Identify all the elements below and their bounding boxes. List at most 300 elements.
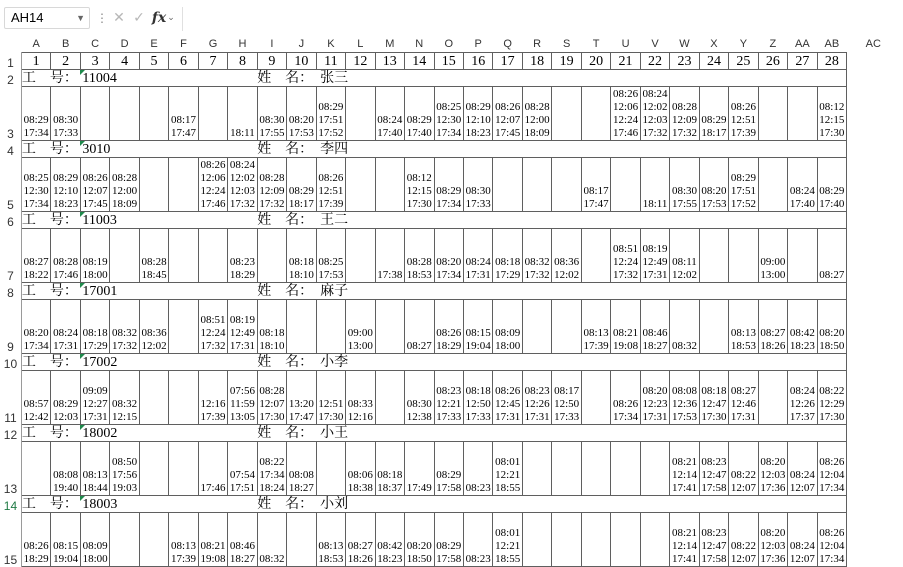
row-header[interactable]: 15 — [0, 513, 21, 567]
punch-cell[interactable] — [198, 158, 227, 212]
punch-cell[interactable] — [434, 371, 463, 425]
empty-cell[interactable] — [847, 425, 900, 442]
column-header[interactable]: AB — [817, 36, 846, 53]
punch-cell[interactable] — [463, 87, 492, 141]
punch-cell[interactable] — [51, 300, 80, 354]
punch-cell[interactable] — [611, 158, 640, 212]
empty-cell[interactable] — [847, 513, 900, 567]
column-header[interactable]: B — [51, 36, 80, 53]
punch-cell[interactable] — [110, 442, 139, 496]
day-number-cell[interactable]: 12 — [346, 53, 375, 70]
empty-cell[interactable] — [847, 141, 900, 158]
punch-cell[interactable] — [257, 87, 286, 141]
punch-cell[interactable] — [257, 513, 286, 567]
name-label[interactable]: 姓 名： — [257, 70, 316, 87]
punch-cell[interactable] — [699, 300, 728, 354]
empty-cell[interactable] — [375, 496, 847, 513]
punch-cell[interactable] — [80, 229, 109, 283]
chevron-down-icon[interactable]: ⌄ — [167, 13, 175, 23]
day-number-cell[interactable]: 20 — [581, 53, 610, 70]
punch-cell[interactable] — [169, 229, 198, 283]
id-label[interactable]: 工 号： — [21, 283, 80, 300]
day-number-cell[interactable]: 16 — [463, 53, 492, 70]
empty-cell[interactable] — [375, 425, 847, 442]
punch-cell[interactable] — [287, 300, 316, 354]
day-number-cell[interactable]: 9 — [257, 53, 286, 70]
id-label[interactable]: 工 号： — [21, 70, 80, 87]
day-number-cell[interactable]: 14 — [405, 53, 434, 70]
empty-cell[interactable] — [847, 53, 900, 70]
empty-cell[interactable] — [375, 283, 847, 300]
empty-cell[interactable] — [169, 496, 257, 513]
punch-cell[interactable] — [375, 87, 404, 141]
row-header[interactable]: 5 — [0, 158, 21, 212]
punch-cell[interactable] — [228, 87, 257, 141]
punch-cell[interactable] — [21, 371, 50, 425]
punch-cell[interactable] — [817, 442, 846, 496]
punch-cell[interactable] — [493, 87, 522, 141]
punch-cell[interactable] — [316, 158, 345, 212]
employee-id[interactable] — [80, 70, 168, 87]
punch-cell[interactable] — [817, 513, 846, 567]
punch-cell[interactable] — [670, 442, 699, 496]
day-number-cell[interactable]: 27 — [788, 53, 817, 70]
employee-id[interactable] — [80, 354, 168, 371]
day-number-cell[interactable]: 21 — [611, 53, 640, 70]
punch-cell[interactable] — [51, 371, 80, 425]
empty-cell[interactable] — [847, 158, 900, 212]
punch-cell[interactable] — [346, 442, 375, 496]
punch-cell[interactable] — [463, 229, 492, 283]
column-header[interactable]: T — [581, 36, 610, 53]
empty-cell[interactable] — [847, 283, 900, 300]
punch-cell[interactable] — [110, 229, 139, 283]
employee-id[interactable] — [80, 283, 168, 300]
punch-cell[interactable] — [758, 300, 787, 354]
punch-cell[interactable] — [287, 87, 316, 141]
id-label[interactable]: 工 号： — [21, 354, 80, 371]
punch-cell[interactable] — [670, 158, 699, 212]
punch-cell[interactable] — [788, 300, 817, 354]
empty-cell[interactable] — [847, 70, 900, 87]
punch-cell[interactable] — [611, 300, 640, 354]
punch-cell[interactable] — [699, 229, 728, 283]
punch-cell[interactable] — [346, 158, 375, 212]
row-header[interactable]: 10 — [0, 354, 21, 371]
punch-cell[interactable] — [699, 442, 728, 496]
punch-cell[interactable] — [817, 371, 846, 425]
punch-cell[interactable] — [552, 513, 581, 567]
day-number-cell[interactable]: 17 — [493, 53, 522, 70]
punch-cell[interactable] — [139, 513, 168, 567]
punch-cell[interactable] — [51, 229, 80, 283]
id-label[interactable]: 工 号： — [21, 212, 80, 229]
punch-cell[interactable] — [287, 158, 316, 212]
punch-cell[interactable] — [198, 371, 227, 425]
punch-cell[interactable] — [110, 513, 139, 567]
punch-cell[interactable] — [817, 229, 846, 283]
punch-cell[interactable] — [434, 513, 463, 567]
punch-cell[interactable] — [21, 300, 50, 354]
empty-cell[interactable] — [847, 300, 900, 354]
insert-function-icon[interactable]: fx — [151, 10, 167, 26]
column-header[interactable]: E — [139, 36, 168, 53]
day-number-cell[interactable]: 1 — [21, 53, 50, 70]
name-label[interactable]: 姓 名： — [257, 354, 316, 371]
name-label[interactable]: 姓 名： — [257, 496, 316, 513]
punch-cell[interactable] — [198, 87, 227, 141]
punch-cell[interactable] — [552, 87, 581, 141]
punch-cell[interactable] — [139, 87, 168, 141]
punch-cell[interactable] — [257, 229, 286, 283]
punch-cell[interactable] — [552, 371, 581, 425]
empty-cell[interactable] — [169, 141, 257, 158]
punch-cell[interactable] — [522, 442, 551, 496]
punch-cell[interactable] — [21, 87, 50, 141]
row-header[interactable]: 8 — [0, 283, 21, 300]
punch-cell[interactable] — [405, 371, 434, 425]
day-number-cell[interactable]: 3 — [80, 53, 109, 70]
employee-id[interactable] — [80, 141, 168, 158]
punch-cell[interactable] — [169, 513, 198, 567]
punch-cell[interactable] — [729, 229, 758, 283]
column-header[interactable]: G — [198, 36, 227, 53]
column-header[interactable]: N — [405, 36, 434, 53]
name-label[interactable]: 姓 名： — [257, 283, 316, 300]
punch-cell[interactable] — [346, 300, 375, 354]
cancel-icon[interactable]: ✕ — [113, 10, 125, 26]
punch-cell[interactable] — [670, 513, 699, 567]
punch-cell[interactable] — [581, 300, 610, 354]
column-header[interactable]: X — [699, 36, 728, 53]
punch-cell[interactable] — [169, 158, 198, 212]
punch-cell[interactable] — [729, 158, 758, 212]
punch-cell[interactable] — [817, 158, 846, 212]
punch-cell[interactable] — [110, 300, 139, 354]
punch-cell[interactable] — [758, 158, 787, 212]
column-header[interactable]: I — [257, 36, 286, 53]
punch-cell[interactable] — [729, 300, 758, 354]
punch-cell[interactable] — [316, 229, 345, 283]
row-header[interactable]: 12 — [0, 425, 21, 442]
punch-cell[interactable] — [21, 158, 50, 212]
punch-cell[interactable] — [346, 371, 375, 425]
empty-cell[interactable] — [375, 354, 847, 371]
punch-cell[interactable] — [640, 158, 669, 212]
punch-cell[interactable] — [817, 87, 846, 141]
formula-input[interactable] — [182, 7, 903, 31]
punch-cell[interactable] — [758, 442, 787, 496]
name-label[interactable]: 姓 名： — [257, 141, 316, 158]
empty-cell[interactable] — [169, 354, 257, 371]
punch-cell[interactable] — [463, 300, 492, 354]
punch-cell[interactable] — [346, 229, 375, 283]
punch-cell[interactable] — [80, 371, 109, 425]
punch-cell[interactable] — [758, 513, 787, 567]
punch-cell[interactable] — [434, 442, 463, 496]
day-number-cell[interactable]: 8 — [228, 53, 257, 70]
punch-cell[interactable] — [493, 229, 522, 283]
column-header[interactable]: Z — [758, 36, 787, 53]
punch-cell[interactable] — [640, 442, 669, 496]
empty-cell[interactable] — [847, 229, 900, 283]
punch-cell[interactable] — [611, 442, 640, 496]
empty-cell[interactable] — [847, 496, 900, 513]
punch-cell[interactable] — [375, 300, 404, 354]
punch-cell[interactable] — [346, 513, 375, 567]
punch-cell[interactable] — [228, 158, 257, 212]
column-header[interactable]: W — [670, 36, 699, 53]
punch-cell[interactable] — [552, 229, 581, 283]
punch-cell[interactable] — [758, 87, 787, 141]
punch-cell[interactable] — [552, 300, 581, 354]
employee-id[interactable] — [80, 212, 168, 229]
punch-cell[interactable] — [169, 300, 198, 354]
empty-cell[interactable] — [169, 212, 257, 229]
punch-cell[interactable] — [817, 300, 846, 354]
day-number-cell[interactable]: 13 — [375, 53, 404, 70]
punch-cell[interactable] — [552, 158, 581, 212]
punch-cell[interactable] — [522, 229, 551, 283]
punch-cell[interactable] — [552, 442, 581, 496]
punch-cell[interactable] — [493, 158, 522, 212]
punch-cell[interactable] — [110, 158, 139, 212]
punch-cell[interactable] — [169, 371, 198, 425]
employee-name[interactable]: 小李 — [316, 354, 375, 371]
punch-cell[interactable] — [287, 229, 316, 283]
punch-cell[interactable] — [316, 87, 345, 141]
punch-cell[interactable] — [198, 300, 227, 354]
row-header[interactable]: 6 — [0, 212, 21, 229]
day-number-cell[interactable]: 11 — [316, 53, 345, 70]
punch-cell[interactable] — [110, 87, 139, 141]
punch-cell[interactable] — [316, 442, 345, 496]
empty-cell[interactable] — [375, 141, 847, 158]
punch-cell[interactable] — [670, 87, 699, 141]
employee-name[interactable]: 王二 — [316, 212, 375, 229]
punch-cell[interactable] — [405, 87, 434, 141]
punch-cell[interactable] — [581, 229, 610, 283]
punch-cell[interactable] — [139, 300, 168, 354]
punch-cell[interactable] — [375, 513, 404, 567]
punch-cell[interactable] — [228, 229, 257, 283]
punch-cell[interactable] — [640, 87, 669, 141]
punch-cell[interactable] — [640, 513, 669, 567]
punch-cell[interactable] — [729, 87, 758, 141]
punch-cell[interactable] — [198, 229, 227, 283]
punch-cell[interactable] — [640, 300, 669, 354]
punch-cell[interactable] — [758, 229, 787, 283]
empty-cell[interactable] — [847, 212, 900, 229]
punch-cell[interactable] — [699, 158, 728, 212]
row-header[interactable]: 13 — [0, 442, 21, 496]
empty-cell[interactable] — [375, 70, 847, 87]
punch-cell[interactable] — [670, 229, 699, 283]
punch-cell[interactable] — [640, 229, 669, 283]
punch-cell[interactable] — [493, 300, 522, 354]
punch-cell[interactable] — [434, 158, 463, 212]
punch-cell[interactable] — [287, 513, 316, 567]
punch-cell[interactable] — [316, 371, 345, 425]
row-header[interactable]: 3 — [0, 87, 21, 141]
column-header[interactable]: Q — [493, 36, 522, 53]
id-label[interactable]: 工 号： — [21, 425, 80, 442]
punch-cell[interactable] — [434, 300, 463, 354]
punch-cell[interactable] — [463, 442, 492, 496]
punch-cell[interactable] — [110, 371, 139, 425]
empty-cell[interactable] — [169, 283, 257, 300]
row-header[interactable]: 14 — [0, 496, 21, 513]
column-header[interactable]: U — [611, 36, 640, 53]
punch-cell[interactable] — [257, 442, 286, 496]
punch-cell[interactable] — [80, 513, 109, 567]
punch-cell[interactable] — [257, 300, 286, 354]
empty-cell[interactable] — [847, 87, 900, 141]
punch-cell[interactable] — [51, 513, 80, 567]
employee-id[interactable] — [80, 496, 168, 513]
punch-cell[interactable] — [581, 513, 610, 567]
column-header[interactable]: P — [463, 36, 492, 53]
column-header[interactable]: O — [434, 36, 463, 53]
day-number-cell[interactable]: 19 — [552, 53, 581, 70]
punch-cell[interactable] — [581, 442, 610, 496]
punch-cell[interactable] — [493, 371, 522, 425]
empty-cell[interactable] — [169, 425, 257, 442]
column-header[interactable]: L — [346, 36, 375, 53]
employee-name[interactable]: 小王 — [316, 425, 375, 442]
column-header[interactable]: K — [316, 36, 345, 53]
day-number-cell[interactable]: 23 — [670, 53, 699, 70]
column-header[interactable]: C — [80, 36, 109, 53]
punch-cell[interactable] — [434, 87, 463, 141]
punch-cell[interactable] — [139, 229, 168, 283]
day-number-cell[interactable]: 7 — [198, 53, 227, 70]
punch-cell[interactable] — [405, 229, 434, 283]
punch-cell[interactable] — [788, 229, 817, 283]
punch-cell[interactable] — [493, 442, 522, 496]
punch-cell[interactable] — [699, 371, 728, 425]
punch-cell[interactable] — [228, 371, 257, 425]
employee-name[interactable]: 小刘 — [316, 496, 375, 513]
column-header[interactable]: D — [110, 36, 139, 53]
spreadsheet-grid[interactable] — [0, 36, 900, 567]
punch-cell[interactable] — [316, 513, 345, 567]
punch-cell[interactable] — [405, 442, 434, 496]
punch-cell[interactable] — [228, 513, 257, 567]
punch-cell[interactable] — [788, 87, 817, 141]
punch-cell[interactable] — [699, 513, 728, 567]
day-number-cell[interactable]: 18 — [522, 53, 551, 70]
punch-cell[interactable] — [729, 513, 758, 567]
punch-cell[interactable] — [21, 513, 50, 567]
punch-cell[interactable] — [611, 229, 640, 283]
row-header[interactable]: 7 — [0, 229, 21, 283]
punch-cell[interactable] — [788, 442, 817, 496]
empty-cell[interactable] — [169, 70, 257, 87]
day-number-cell[interactable]: 28 — [817, 53, 846, 70]
punch-cell[interactable] — [198, 442, 227, 496]
punch-cell[interactable] — [316, 300, 345, 354]
punch-cell[interactable] — [758, 371, 787, 425]
punch-cell[interactable] — [51, 87, 80, 141]
punch-cell[interactable] — [287, 371, 316, 425]
empty-cell[interactable] — [375, 212, 847, 229]
punch-cell[interactable] — [463, 371, 492, 425]
column-header[interactable]: A — [21, 36, 50, 53]
punch-cell[interactable] — [522, 158, 551, 212]
punch-cell[interactable] — [169, 442, 198, 496]
punch-cell[interactable] — [581, 158, 610, 212]
employee-name[interactable]: 麻子 — [316, 283, 375, 300]
column-header[interactable]: AA — [788, 36, 817, 53]
punch-cell[interactable] — [729, 442, 758, 496]
punch-cell[interactable] — [640, 371, 669, 425]
punch-cell[interactable] — [139, 371, 168, 425]
punch-cell[interactable] — [788, 158, 817, 212]
punch-cell[interactable] — [405, 158, 434, 212]
punch-cell[interactable] — [51, 158, 80, 212]
punch-cell[interactable] — [434, 229, 463, 283]
punch-cell[interactable] — [287, 442, 316, 496]
punch-cell[interactable] — [463, 513, 492, 567]
punch-cell[interactable] — [522, 300, 551, 354]
punch-cell[interactable] — [169, 87, 198, 141]
select-all-corner[interactable] — [0, 36, 21, 53]
employee-name[interactable]: 李四 — [316, 141, 375, 158]
chevron-down-icon[interactable]: ▼ — [76, 13, 85, 23]
punch-cell[interactable] — [375, 229, 404, 283]
employee-id[interactable] — [80, 425, 168, 442]
day-number-cell[interactable]: 22 — [640, 53, 669, 70]
punch-cell[interactable] — [228, 442, 257, 496]
punch-cell[interactable] — [198, 513, 227, 567]
punch-cell[interactable] — [257, 158, 286, 212]
day-number-cell[interactable]: 15 — [434, 53, 463, 70]
column-header[interactable]: F — [169, 36, 198, 53]
punch-cell[interactable] — [493, 513, 522, 567]
name-box[interactable] — [4, 7, 90, 29]
punch-cell[interactable] — [80, 158, 109, 212]
row-header[interactable]: 9 — [0, 300, 21, 354]
punch-cell[interactable] — [375, 442, 404, 496]
day-number-cell[interactable]: 4 — [110, 53, 139, 70]
day-number-cell[interactable]: 26 — [758, 53, 787, 70]
more-options-icon[interactable]: ⋮ — [96, 11, 108, 25]
column-header[interactable]: AC — [847, 36, 900, 53]
row-header[interactable]: 11 — [0, 371, 21, 425]
day-number-cell[interactable]: 5 — [139, 53, 168, 70]
punch-cell[interactable] — [80, 300, 109, 354]
employee-name[interactable]: 张三 — [316, 70, 375, 87]
row-header[interactable]: 4 — [0, 141, 21, 158]
column-header[interactable]: J — [287, 36, 316, 53]
id-label[interactable]: 工 号： — [21, 141, 80, 158]
punch-cell[interactable] — [139, 442, 168, 496]
day-number-cell[interactable]: 25 — [729, 53, 758, 70]
punch-cell[interactable] — [21, 229, 50, 283]
day-number-cell[interactable]: 10 — [287, 53, 316, 70]
punch-cell[interactable] — [375, 158, 404, 212]
punch-cell[interactable] — [611, 371, 640, 425]
punch-cell[interactable] — [788, 513, 817, 567]
row-header[interactable]: 2 — [0, 70, 21, 87]
punch-cell[interactable] — [405, 513, 434, 567]
punch-cell[interactable] — [51, 442, 80, 496]
day-number-cell[interactable]: 24 — [699, 53, 728, 70]
punch-cell[interactable] — [699, 87, 728, 141]
confirm-icon[interactable]: ✓ — [133, 10, 145, 26]
id-label[interactable]: 工 号： — [21, 496, 80, 513]
